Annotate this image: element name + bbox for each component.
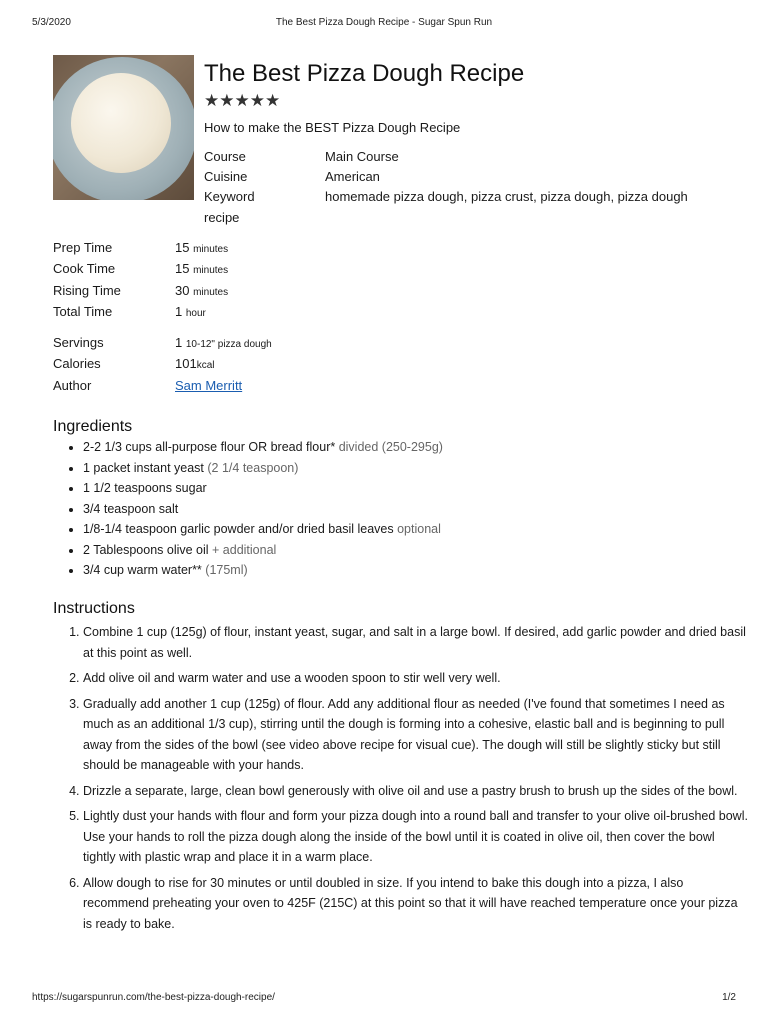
- cook-time-value: 15 minutes: [175, 261, 229, 276]
- instruction-step: 4. Drizzle a separate, large, clean bowl generously with olive oil and use a pastry brush to brush up the sides of the bowl.: [83, 781, 748, 802]
- keyword-label: Keyword: [204, 189, 255, 204]
- instructions-heading: Instructions: [53, 600, 135, 617]
- recipe-title: The Best Pizza Dough Recipe: [204, 60, 525, 87]
- print-date: 5/3/2020: [32, 17, 71, 28]
- instructions-list: [53, 622, 748, 939]
- cook-time-label: Cook Time: [53, 261, 116, 276]
- author-link[interactable]: Sam Merritt: [175, 378, 243, 393]
- servings-label: Servings: [53, 335, 104, 350]
- instruction-step: 1. Combine 1 cup (125g) of flour, instant yeast, sugar, and salt in a large bowl. If desired, add garlic powder and dried basil at this point as well.: [83, 622, 748, 663]
- ingredients-heading: Ingredients: [53, 418, 133, 435]
- rising-time-label: Rising Time: [53, 283, 121, 298]
- cuisine-value: American: [325, 169, 380, 184]
- list-item: • 1/8-1/4 teaspoon garlic powder and/or dried basil leaves optional: [83, 519, 443, 540]
- list-item: • 1 1/2 teaspoons sugar: [83, 478, 443, 499]
- instruction-step: 3. Gradually add another 1 cup (125g) of flour. Add any additional flour as needed (I've found that sometimes I need as much as an additional 1/3 cup), stirring until the dough is forming into a cohesive, elastic ball and is beginning to pull away from the sides of the bowl (see video above recipe for visual cue). The dough will still be slightly sticky but still should be manageable with your hands.: [83, 694, 748, 776]
- keyword-value-continued: recipe: [204, 210, 240, 225]
- cuisine-label: Cuisine: [204, 169, 248, 184]
- total-time-value: 1 hour: [175, 304, 206, 319]
- ingredients-list: [53, 437, 443, 581]
- page-number: 1/2: [722, 992, 736, 1003]
- instruction-step: 2. Add olive oil and warm water and use a wooden spoon to stir well very well.: [83, 668, 748, 689]
- list-item: • 3/4 teaspoon salt: [83, 499, 443, 520]
- list-item: • 2 Tablespoons olive oil + additional: [83, 540, 443, 561]
- prep-time-value: 15 minutes: [175, 240, 229, 255]
- print-title: The Best Pizza Dough Recipe - Sugar Spun Run: [275, 17, 493, 28]
- dough-image: [71, 73, 171, 173]
- instruction-step: 6. Allow dough to rise for 30 minutes or until doubled in size. If you intend to bake this dough into a pizza, I also recommend preheating your oven to 425F (215C) at this point so that it will have reached temperature once your pizza is ready to bake.: [83, 873, 748, 935]
- prep-time-label: Prep Time: [53, 240, 113, 255]
- recipe-summary: How to make the BEST Pizza Dough Recipe: [204, 120, 461, 135]
- list-item: • 3/4 cup warm water** (175ml): [83, 560, 443, 581]
- star-rating-icon[interactable]: ★★★★★: [204, 91, 281, 110]
- course-value: Main Course: [325, 149, 399, 164]
- calories-value: 101kcal: [175, 356, 215, 371]
- course-label: Course: [204, 149, 246, 164]
- print-url: https://sugarspunrun.com/the-best-pizza-dough-recipe/: [32, 992, 275, 1003]
- rising-time-value: 30 minutes: [175, 283, 229, 298]
- list-item: • 2-2 1/3 cups all-purpose flour OR bread flour* divided (250-295g): [83, 437, 443, 458]
- author-label: Author: [53, 378, 92, 393]
- servings-value: 1 10-12" pizza dough: [175, 335, 272, 350]
- instruction-step: 5. Lightly dust your hands with flour and form your pizza dough into a round ball and transfer to your olive oil-brushed bowl. Use your hands to roll the pizza dough along the inside of the bowl until it is coated in olive oil, then cover the bowl tightly with plastic wrap and place it in a warm place.: [83, 806, 748, 868]
- keyword-value: homemade pizza dough, pizza crust, pizza dough, pizza dough: [325, 189, 688, 204]
- total-time-label: Total Time: [53, 304, 113, 319]
- recipe-photo: [53, 55, 194, 200]
- list-item: • 1 packet instant yeast (2 1/4 teaspoon): [83, 458, 443, 479]
- calories-label: Calories: [53, 356, 101, 371]
